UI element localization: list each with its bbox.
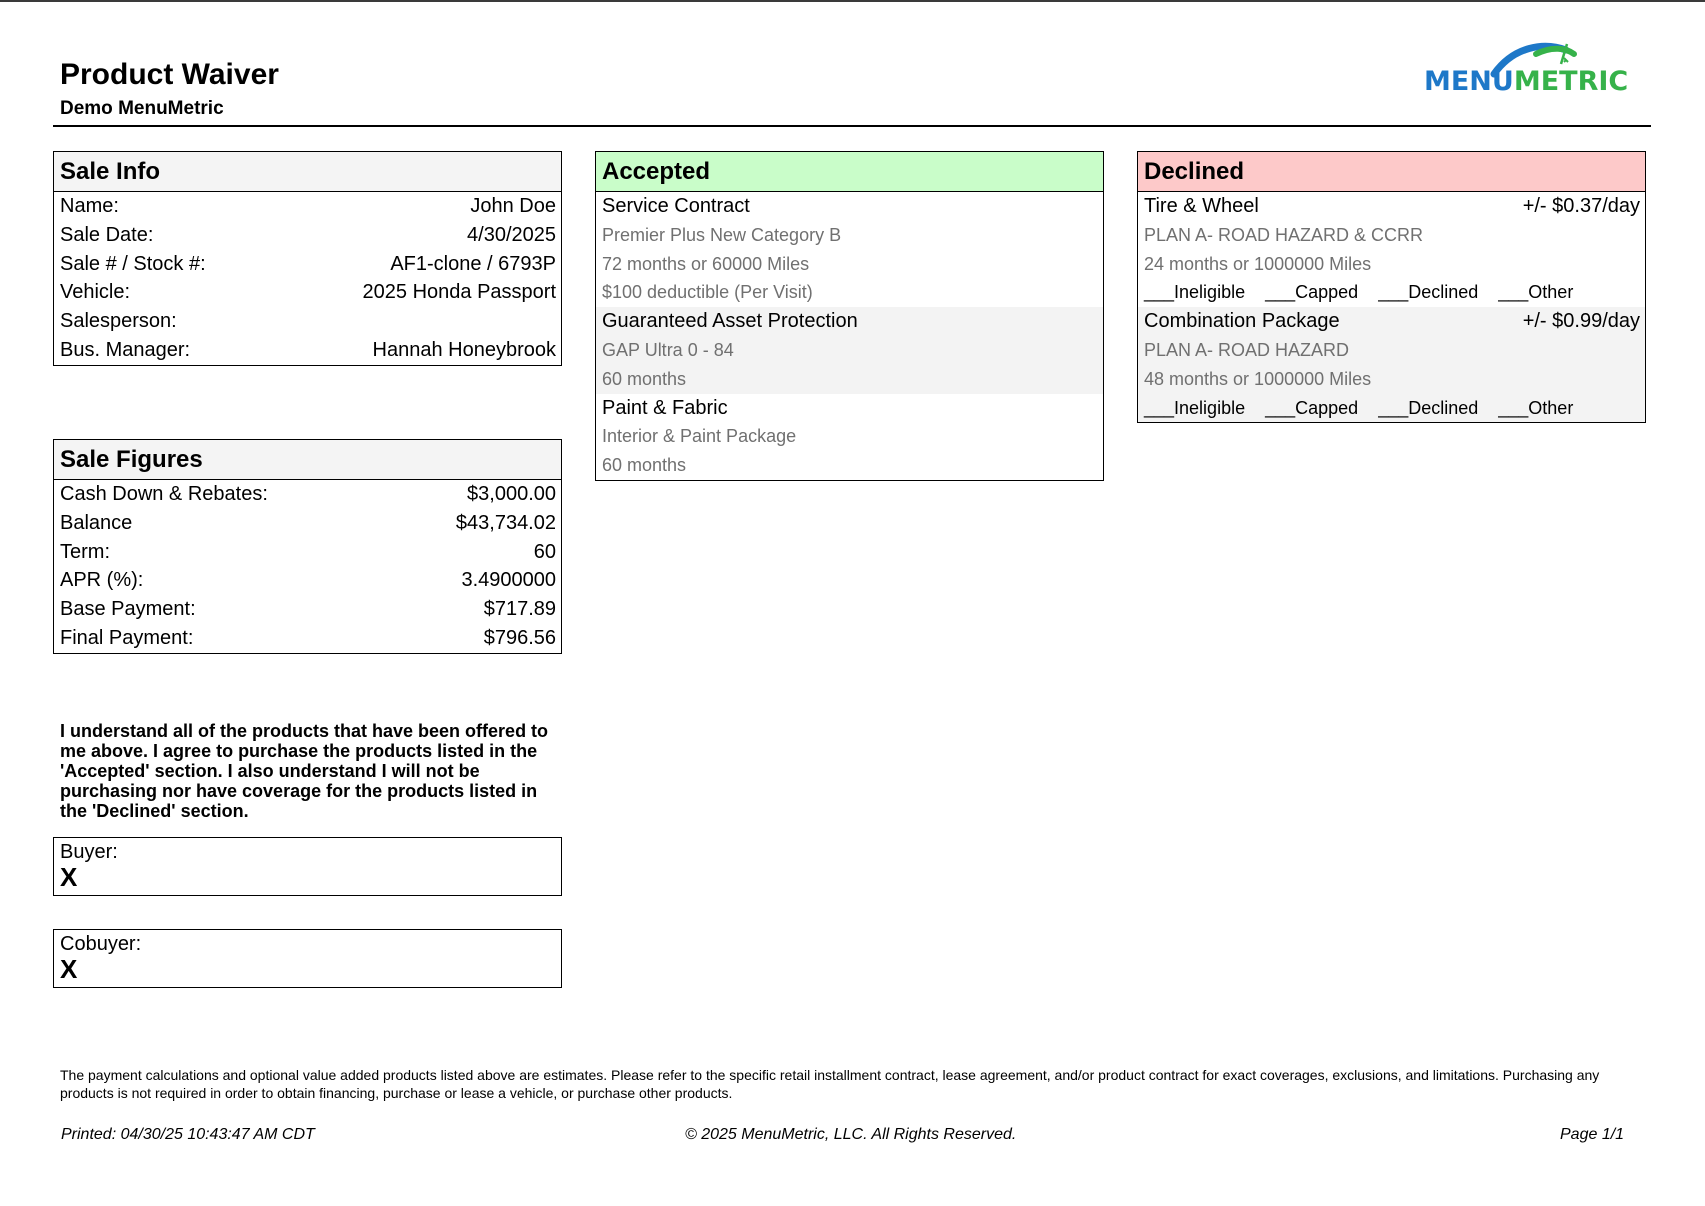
product-name: Combination Package [1144,310,1340,333]
product-detail: 60 months [602,455,687,476]
figure-row-term: Term: 60 [60,540,556,563]
sale-figures-rows [54,480,561,653]
sale-figures-heading: Sale Figures [54,440,561,480]
sale-info-row-stock: Sale # / Stock #: AF1-clone / 6793P [60,252,556,275]
product-detail: GAP Ultra 0 - 84 [602,339,734,360]
product-name: Guaranteed Asset Protection [602,310,858,333]
buyer-label: Buyer: [60,841,118,863]
declined-product-combination [1138,307,1645,422]
sale-info-row-date: Sale Date: 4/30/2025 [60,223,556,246]
buyer-signature-box[interactable] [53,837,562,896]
header-divider [53,125,1651,127]
buyer-sign-mark: X [60,862,78,892]
copyright-notice: © 2025 MenuMetric, LLC. All Rights Reserved. [685,1126,1017,1143]
acknowledgement-statement: I understand all of the products that have been offered to me above. I agree to purchase the products listed in the 'Accepted' section. I also understand I will not be purchasing nor have coverage for the products listed in the 'Declined' section. [60,721,549,821]
sale-info-row-name: Name: John Doe [60,195,556,217]
sale-info-row-vehicle: Vehicle: 2025 Honda Passport [60,281,556,304]
declined-product-tire-wheel [1138,192,1645,307]
product-daily-price: +/- $0.37/day [1522,195,1640,217]
cobuyer-label: Cobuyer: [60,933,142,955]
product-detail: 24 months or 1000000 Miles [1144,253,1372,274]
accepted-product-service-contract [596,192,1103,307]
figure-row-base-payment: Base Payment: $717.89 [60,598,556,621]
dealer-name: Demo MenuMetric [60,98,224,119]
sale-info-panel [53,151,562,366]
decline-reason-options [1144,394,1640,423]
option-ineligible: ___Ineligible [1144,282,1246,303]
accepted-panel [595,151,1104,481]
product-detail: 48 months or 1000000 Miles [1144,368,1372,389]
sale-info-rows [54,192,561,365]
figure-row-cash-down: Cash Down & Rebates: $3,000.00 [60,483,556,505]
option-capped: ___Capped [1265,282,1359,303]
product-name-row [1144,192,1640,221]
disclaimer-text: The payment calculations and optional value added products listed above are estimates. Please refer to the specific retail installment contract, lease agreement, and/or product contract for exact coverages, exclusions, and limitations. Purchasing any products is not required in order to obtain financing, purchase or lease a vehicle, or purchase other products. [60,1067,1600,1101]
accepted-product-paint-fabric [596,394,1103,480]
product-name: Service Contract [602,195,750,217]
figure-row-apr: APR (%): 3.4900000 [60,569,556,592]
product-detail: Premier Plus New Category B [602,224,842,245]
figure-row-final-payment: Final Payment: $796.56 [60,626,556,649]
sale-figures-panel [53,439,562,654]
option-declined: ___Declined [1378,282,1479,303]
top-rule [0,0,1705,2]
option-capped: ___Capped [1265,397,1359,418]
product-name-row [1144,307,1640,336]
page-title: Product Waiver [60,58,279,91]
decline-reason-options [1144,278,1640,307]
option-other: ___Other [1498,397,1574,418]
product-daily-price: +/- $0.99/day [1522,310,1640,333]
product-detail: $100 deductible (Per Visit) [602,282,813,303]
product-detail: 60 months [602,368,687,389]
menumetric-logo [1424,40,1644,96]
sale-info-row-manager: Bus. Manager: Hannah Honeybrook [60,338,556,361]
product-detail: PLAN A- ROAD HAZARD & CCRR [1144,224,1424,245]
product-detail: Interior & Paint Package [602,426,797,447]
option-ineligible: ___Ineligible [1144,397,1246,418]
figure-row-balance: Balance $43,734.02 [60,511,556,534]
declined-panel [1137,151,1646,423]
page-number: Page 1/1 [1560,1126,1625,1143]
printed-timestamp: Printed: 04/30/25 10:43:47 AM CDT [61,1126,315,1143]
product-name: Paint & Fabric [602,396,728,419]
sale-info-row-salesperson: Salesperson: [60,310,177,333]
option-declined: ___Declined [1378,397,1479,418]
sale-info-heading: Sale Info [54,152,561,192]
declined-heading: Declined [1138,152,1645,192]
product-name: Tire & Wheel [1144,195,1259,217]
cobuyer-signature-box[interactable] [53,929,562,988]
product-detail: 72 months or 60000 Miles [602,253,810,274]
cobuyer-sign-mark: X [60,954,78,984]
accepted-heading: Accepted [596,152,1103,192]
accepted-product-gap [596,307,1103,393]
option-other: ___Other [1498,282,1574,303]
product-detail: PLAN A- ROAD HAZARD [1144,339,1350,360]
logo-wordmark: MENUMETRIC [1424,66,1629,97]
document-header [60,58,279,120]
